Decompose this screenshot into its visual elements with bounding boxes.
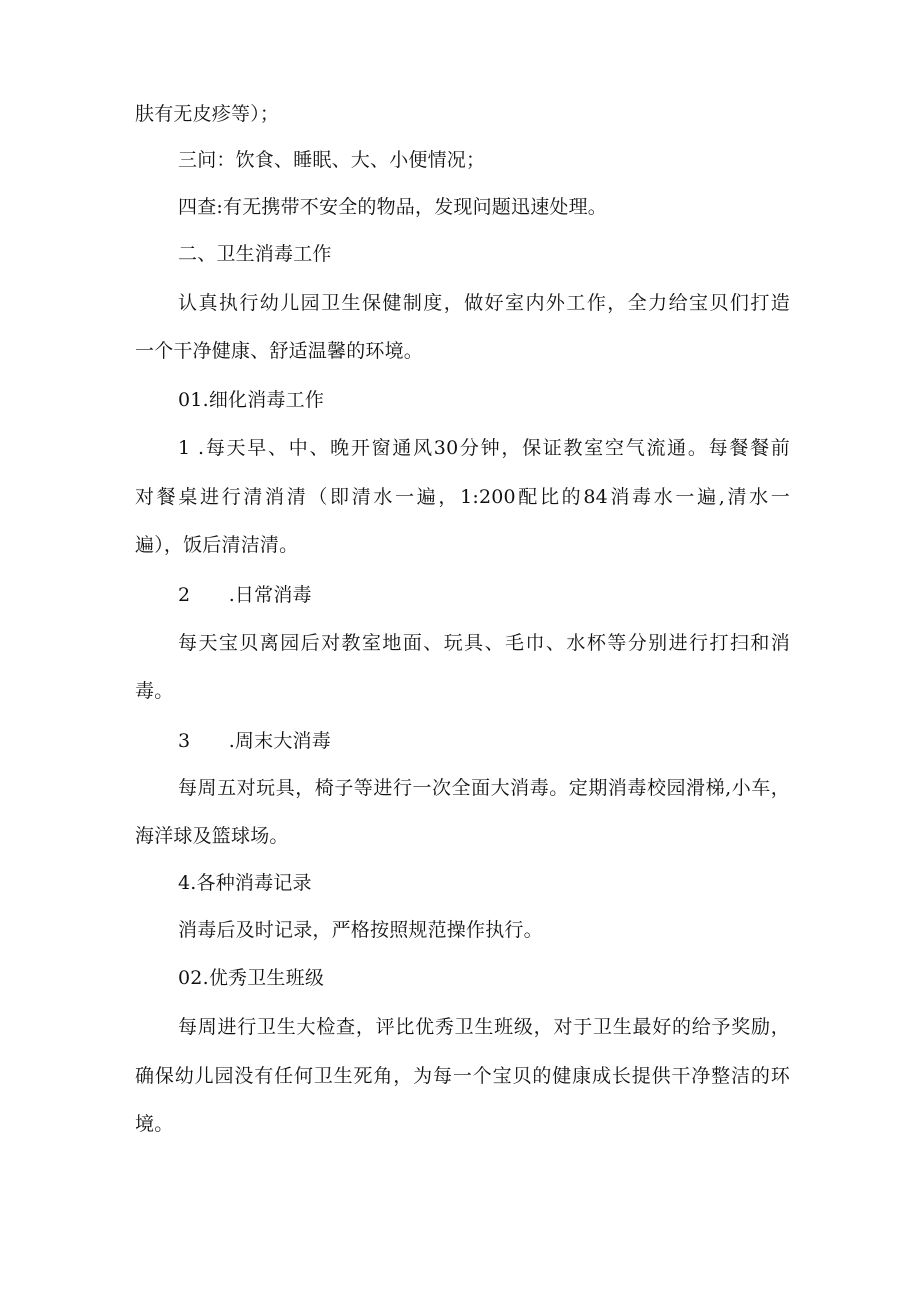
text-line-10: 遍），饭后清洁清。 — [135, 534, 299, 556]
item-heading-4: 4.各种消毒记录 — [178, 872, 312, 894]
text-line-13: 毒。 — [135, 680, 174, 702]
text-line-8: 1 .每天早、中、晚开窗通风30分钟，保证教室空气流通。每餐餐前 — [178, 437, 790, 459]
item-heading-2: 2 .日常消毒 — [178, 584, 312, 606]
text-line-16: 海洋球及篮球场。 — [135, 825, 289, 847]
text-line-3: 四查:有无携带不安全的物品，发现问题迅速处理。 — [178, 196, 608, 218]
text-line-6: 一个干净健康、舒适温馨的环境。 — [135, 340, 424, 362]
item-heading-3: 3 .周末大消毒 — [178, 730, 331, 752]
text-line-5: 认真执行幼儿园卫生保健制度，做好室内外工作，全力给宝贝们打造 — [178, 292, 790, 314]
text-line-21: 确保幼儿园没有任何卫生死角，为每一个宝贝的健康成长提供干净整洁的环 — [135, 1065, 790, 1087]
section-heading: 二、卫生消毒工作 — [178, 243, 332, 265]
text-line-18: 消毒后及时记录，严格按照规范操作执行。 — [178, 919, 543, 941]
subsection-heading-02: 02.优秀卫生班级 — [178, 967, 325, 989]
text-line-1: 肤有无皮疹等）； — [135, 103, 280, 125]
text-line-20: 每周进行卫生大检查，评比优秀卫生班级，对于卫生最好的给予奖励， — [178, 1016, 790, 1038]
subsection-heading-01: 01.细化消毒工作 — [178, 389, 325, 411]
text-line-12: 每天宝贝离园后对教室地面、玩具、毛巾、水杯等分别进行打扫和消 — [178, 632, 790, 654]
text-line-22: 境。 — [135, 1113, 174, 1135]
text-line-9: 对餐桌进行清消清（即清水一遍，1:200配比的84消毒水一遍,清水一 — [135, 486, 790, 508]
text-line-15: 每周五对玩具，椅子等进行一次全面大消毒。定期消毒校园滑梯,小车， — [178, 777, 790, 799]
text-line-2: 三问：饮食、睡眠、大、小便情况； — [178, 149, 486, 171]
